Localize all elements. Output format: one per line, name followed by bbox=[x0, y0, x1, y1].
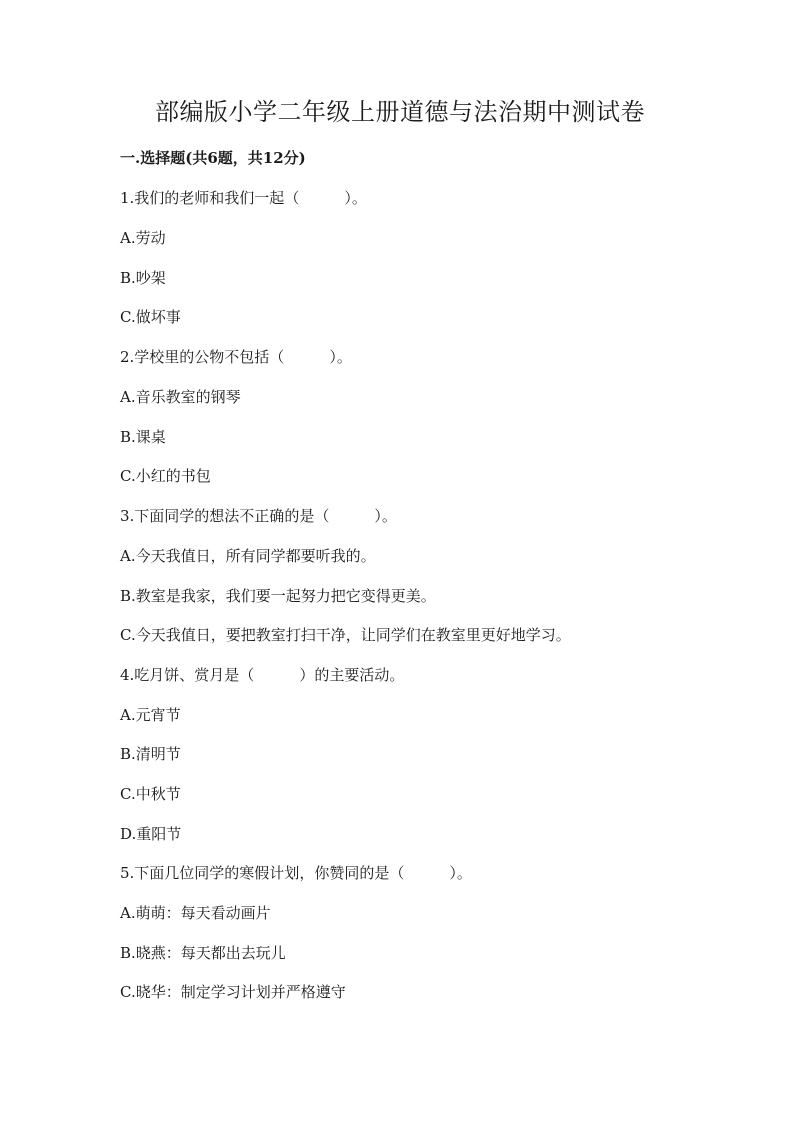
question-2-option-c: C.小红的书包 bbox=[120, 467, 211, 485]
question-2-option-a: A.音乐教室的钢琴 bbox=[120, 388, 241, 406]
question-4-option-d: D.重阳节 bbox=[120, 825, 182, 843]
question-2: 2.学校里的公物不包括（ ）。 bbox=[120, 348, 352, 366]
question-1-option-b: B.吵架 bbox=[120, 269, 166, 287]
question-4-option-b: B.清明节 bbox=[120, 745, 181, 763]
question-4-option-a: A.元宵节 bbox=[120, 706, 181, 724]
question-5: 5.下面几位同学的寒假计划，你赞同的是（ ）。 bbox=[120, 864, 472, 882]
question-5-option-a: A.萌萌：每天看动画片 bbox=[120, 904, 271, 922]
question-4-option-c: C.中秋节 bbox=[120, 785, 181, 803]
question-2-option-b: B.课桌 bbox=[120, 428, 166, 446]
question-1-option-c: C.做坏事 bbox=[120, 308, 181, 326]
question-5-option-c: C.晓华：制定学习计划并严格遵守 bbox=[120, 983, 346, 1001]
question-3: 3.下面同学的想法不正确的是（ ）。 bbox=[120, 507, 397, 525]
section-heading: 一.选择题(共6题，共12分) bbox=[120, 149, 306, 167]
document-title: 部编版小学二年级上册道德与法治期中测试卷 bbox=[155, 98, 645, 126]
question-1-option-a: A.劳动 bbox=[120, 229, 166, 247]
question-4: 4.吃月饼、赏月是（ ）的主要活动。 bbox=[120, 666, 405, 684]
question-1: 1.我们的老师和我们一起（ ）。 bbox=[120, 189, 367, 207]
question-5-option-b: B.晓燕：每天都出去玩儿 bbox=[120, 944, 286, 962]
question-3-option-c: C.今天我值日，要把教室打扫干净，让同学们在教室里更好地学习。 bbox=[120, 626, 571, 644]
question-3-option-b: B.教室是我家，我们要一起努力把它变得更美。 bbox=[120, 587, 436, 605]
question-3-option-a: A.今天我值日，所有同学都要听我的。 bbox=[120, 547, 376, 565]
